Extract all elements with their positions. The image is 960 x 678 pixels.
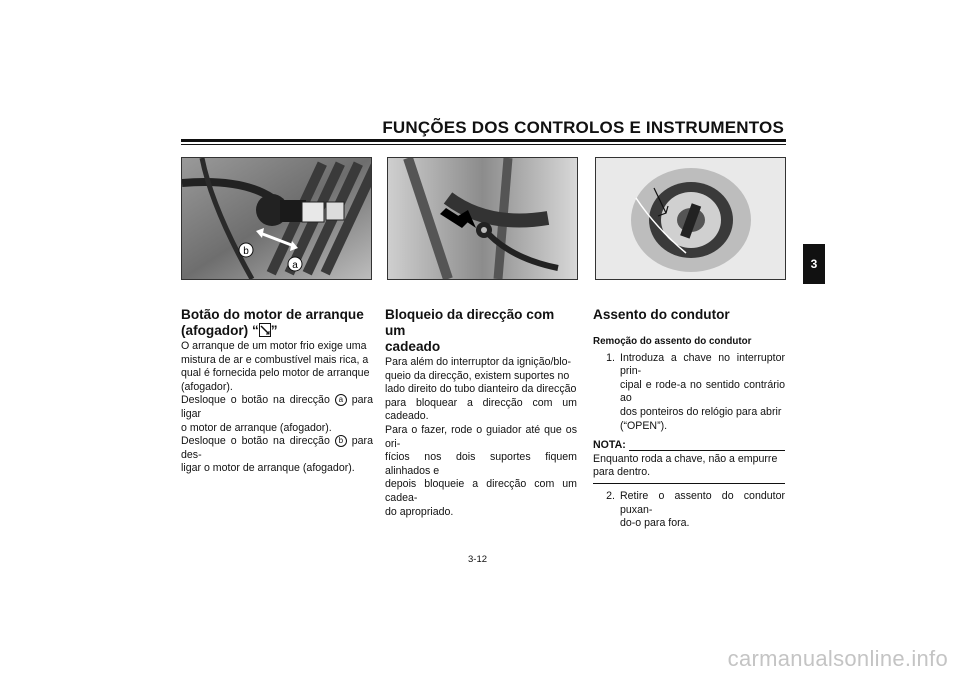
subheading: Remoção do assento do condutor xyxy=(593,336,752,347)
paragraph: O arranque de um motor frio exige uma mistura de ar e combustível mais rica, a qual é fornecida pelo motor de arranque (afogador). xyxy=(181,340,370,393)
note-box xyxy=(593,439,785,484)
paragraph: Desloque o botão na direcção b para des- ligar o motor de arranque (afogador). xyxy=(181,435,373,475)
callout-b: b xyxy=(335,435,347,447)
header-rule-thin xyxy=(181,144,786,145)
label-a: a xyxy=(292,260,298,271)
chapter-tab: 3 xyxy=(803,244,825,284)
section-heading: Assento do condutor xyxy=(593,307,730,322)
photo-seat-lock xyxy=(595,157,786,280)
choke-icon xyxy=(259,323,271,337)
step-list xyxy=(593,490,785,531)
header-rule xyxy=(181,139,786,142)
section-heading: Botão do motor de arranque (afogador) “ ” xyxy=(181,307,364,338)
list-item: 2. Retire o assento do condutor puxan- do-o para fora. xyxy=(606,489,785,530)
label-b: b xyxy=(243,246,249,257)
photo-steering-lock xyxy=(387,157,578,280)
page-header-title: FUNÇÕES DOS CONTROLOS E INSTRUMENTOS xyxy=(382,118,784,137)
watermark: carmanualsonline.info xyxy=(727,646,948,671)
note-text: Enquanto roda a chave, não a empurre para dentro. xyxy=(593,452,778,479)
section-starter-choke xyxy=(181,307,373,476)
step-list xyxy=(593,352,785,434)
callout-a: a xyxy=(335,394,347,406)
page-number: 3-12 xyxy=(468,554,488,565)
section-steering-lock xyxy=(385,307,577,519)
paragraph: Para além do interruptor da ignição/blo- queio da direcção, existem suportes no lado direito do tubo dianteiro da direcção para bloquear a direcção com um cadeado. Para o fazer, rode o guiador até que os ori- fícios nos dois suportes fiquem alinhados e depois bloqueie a direcção com um cadea- do apropriado. xyxy=(385,356,577,518)
photo-starter-choke xyxy=(181,157,372,280)
section-rider-seat xyxy=(593,307,785,531)
section-heading: Bloqueio da direcção com um cadeado xyxy=(385,307,555,354)
note-label: NOTA: xyxy=(593,439,626,452)
list-item: 1. Introduza a chave no interruptor prin- cipal e rode-a no sentido contrário ao dos ponteiros do relógio para abrir (“OPEN”). xyxy=(606,351,785,432)
paragraph: Desloque o botão na direcção a para ligar o motor de arranque (afogador). xyxy=(181,394,373,434)
